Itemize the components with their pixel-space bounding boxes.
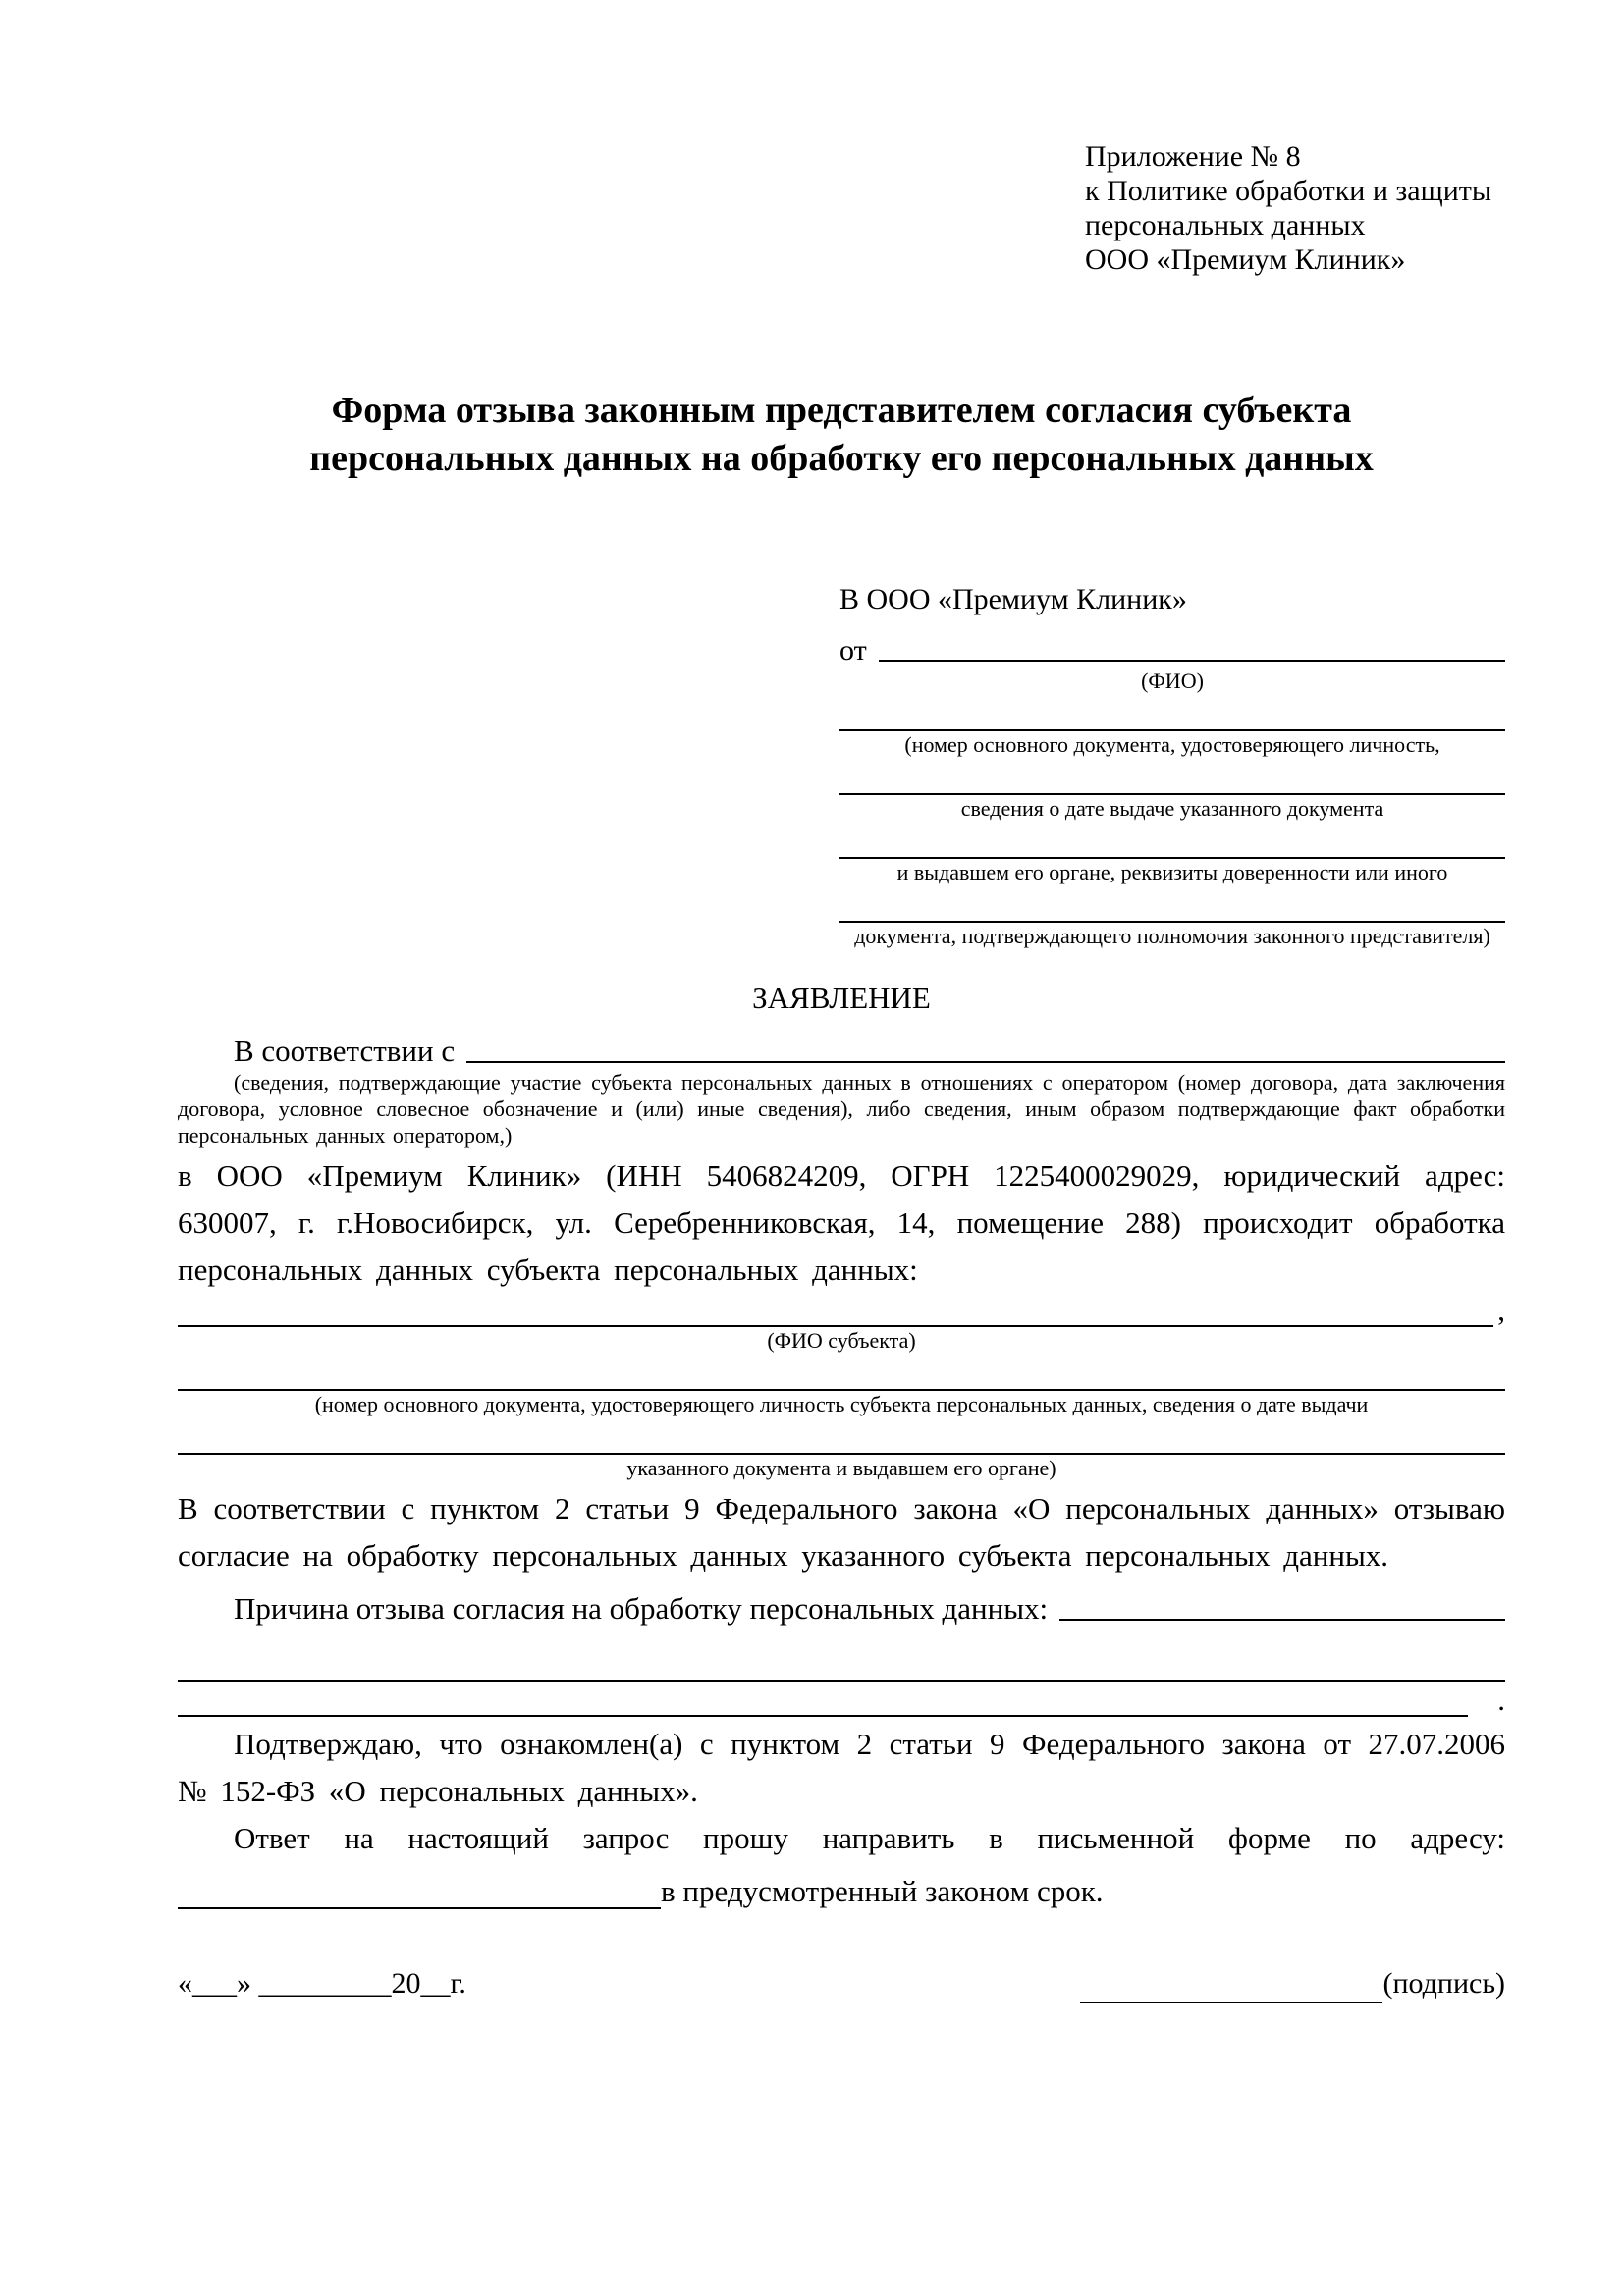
reason-extra-row-2 — [178, 1682, 1505, 1717]
intro-label: В соответствии с — [234, 1034, 456, 1068]
reason-blank-line — [1059, 1619, 1505, 1621]
reason-period: . — [1497, 1682, 1505, 1717]
subject-doc-caption-2: указанного документа и выдавшем его органе) — [626, 1456, 1056, 1480]
subject-doc-blank-line-1 — [178, 1354, 1505, 1391]
rep-doc-caption-4: документа, подтверждающего полномочия законного представителя) — [854, 924, 1490, 948]
reply-suffix: в предусмотренный законом срок. — [661, 1874, 1104, 1908]
reason-extra-blank-line-2 — [178, 1682, 1468, 1717]
signature-blank-line — [1080, 1968, 1382, 2003]
from-row — [839, 622, 1505, 667]
rep-doc-field-2 — [839, 758, 1505, 822]
from-label: от — [839, 634, 867, 667]
signature-caption: (подпись) — [1382, 1967, 1505, 2000]
appendix-line-1: Приложение № 8 — [1085, 140, 1301, 173]
intro-blank-line — [466, 1061, 1505, 1063]
operator-paragraph: в ООО «Премиум Клиник» (ИНН 5406824209, ОГРН 1225400029029, юридический адрес: 630007, г. г.Новосибирск, ул. Серебренниковская, 14, помещение 288) происходит обработка персональных данных субъекта персональных данных: — [178, 1158, 1505, 1287]
subject-fio-row — [178, 1294, 1505, 1327]
appendix-line-3: персональных данных — [1085, 209, 1366, 241]
date-blank-field: «___» _________20__г. — [178, 1967, 466, 2000]
reply-address-row — [178, 1862, 1505, 1909]
reply-paragraph: Ответ на настоящий запрос прошу направить в письменной форме по адресу: — [234, 1821, 1505, 1855]
rep-doc-field-3 — [839, 822, 1505, 885]
appendix-block — [1085, 139, 1505, 277]
rep-doc-blank-line-4 — [839, 885, 1505, 923]
subject-fio-caption: (ФИО субъекта) — [767, 1328, 916, 1353]
appendix-line-4: ООО «Премиум Клиник» — [1085, 243, 1406, 276]
signature-row — [178, 1964, 1505, 2003]
rep-doc-blank-line-1 — [839, 694, 1505, 731]
subject-comma: , — [1497, 1293, 1505, 1327]
withdrawal-paragraph: В соответствии с пунктом 2 статьи 9 Федерального закона «О персональных данных» отзываю согласие на обработку персональных данных указанного субъекта персональных данных. — [178, 1491, 1505, 1573]
subject-doc-blank-line-2 — [178, 1417, 1505, 1455]
addressee-to: В ООО «Премиум Клиник» — [839, 583, 1187, 615]
subject-fio-blank-line — [178, 1296, 1493, 1327]
subject-doc-field-1 — [178, 1354, 1505, 1417]
reason-label: Причина отзыва согласия на обработку персональных данных: — [234, 1591, 1049, 1626]
reason-extra-blank-line-1 — [178, 1634, 1505, 1682]
intro-row — [178, 1022, 1505, 1069]
reply-address-blank-line — [178, 1872, 661, 1909]
intro-note: (сведения, подтверждающие участие субъекта персональных данных в отношениях с оператором (номер договора, дата заключения договора, условное словесное обозначение и (или) иные сведения), либо сведения, иным образом подтверждающие факт обработки персональных данных оператором,) — [178, 1070, 1505, 1148]
rep-doc-caption-2: сведения о дате выдаче указанного документа — [960, 796, 1384, 821]
subject-doc-caption-1: (номер основного документа, удостоверяющего личность субъекта персональных данных, сведения о дате выдачи — [314, 1392, 1369, 1416]
rep-doc-blank-line-3 — [839, 822, 1505, 859]
rep-doc-caption-3: и выдавшем его органе, реквизиты доверенности или иного — [896, 860, 1448, 884]
rep-doc-blank-line-2 — [839, 758, 1505, 795]
confirm-paragraph: Подтверждаю, что ознакомлен(а) с пунктом 2 статьи 9 Федерального закона от 27.07.2006 № 152-ФЗ «О персональных данных». — [178, 1727, 1505, 1808]
signature-field — [1080, 1964, 1505, 2003]
addressee-block — [839, 577, 1505, 949]
fio-blank-line — [879, 660, 1505, 662]
document-title: Форма отзыва законным представителем согласия субъекта персональных данных на обработку его персональных данных — [309, 390, 1374, 479]
rep-doc-field-4 — [839, 885, 1505, 949]
reason-row — [178, 1579, 1505, 1627]
subject-doc-field-2 — [178, 1417, 1505, 1481]
rep-doc-caption-1: (номер основного документа, удостоверяющего личность, — [904, 732, 1440, 757]
appendix-line-2: к Политике обработки и защиты — [1085, 175, 1492, 207]
rep-doc-field-1 — [839, 694, 1505, 758]
fio-caption: (ФИО) — [1141, 668, 1204, 693]
statement-heading: ЗАЯВЛЕНИЕ — [752, 981, 931, 1015]
